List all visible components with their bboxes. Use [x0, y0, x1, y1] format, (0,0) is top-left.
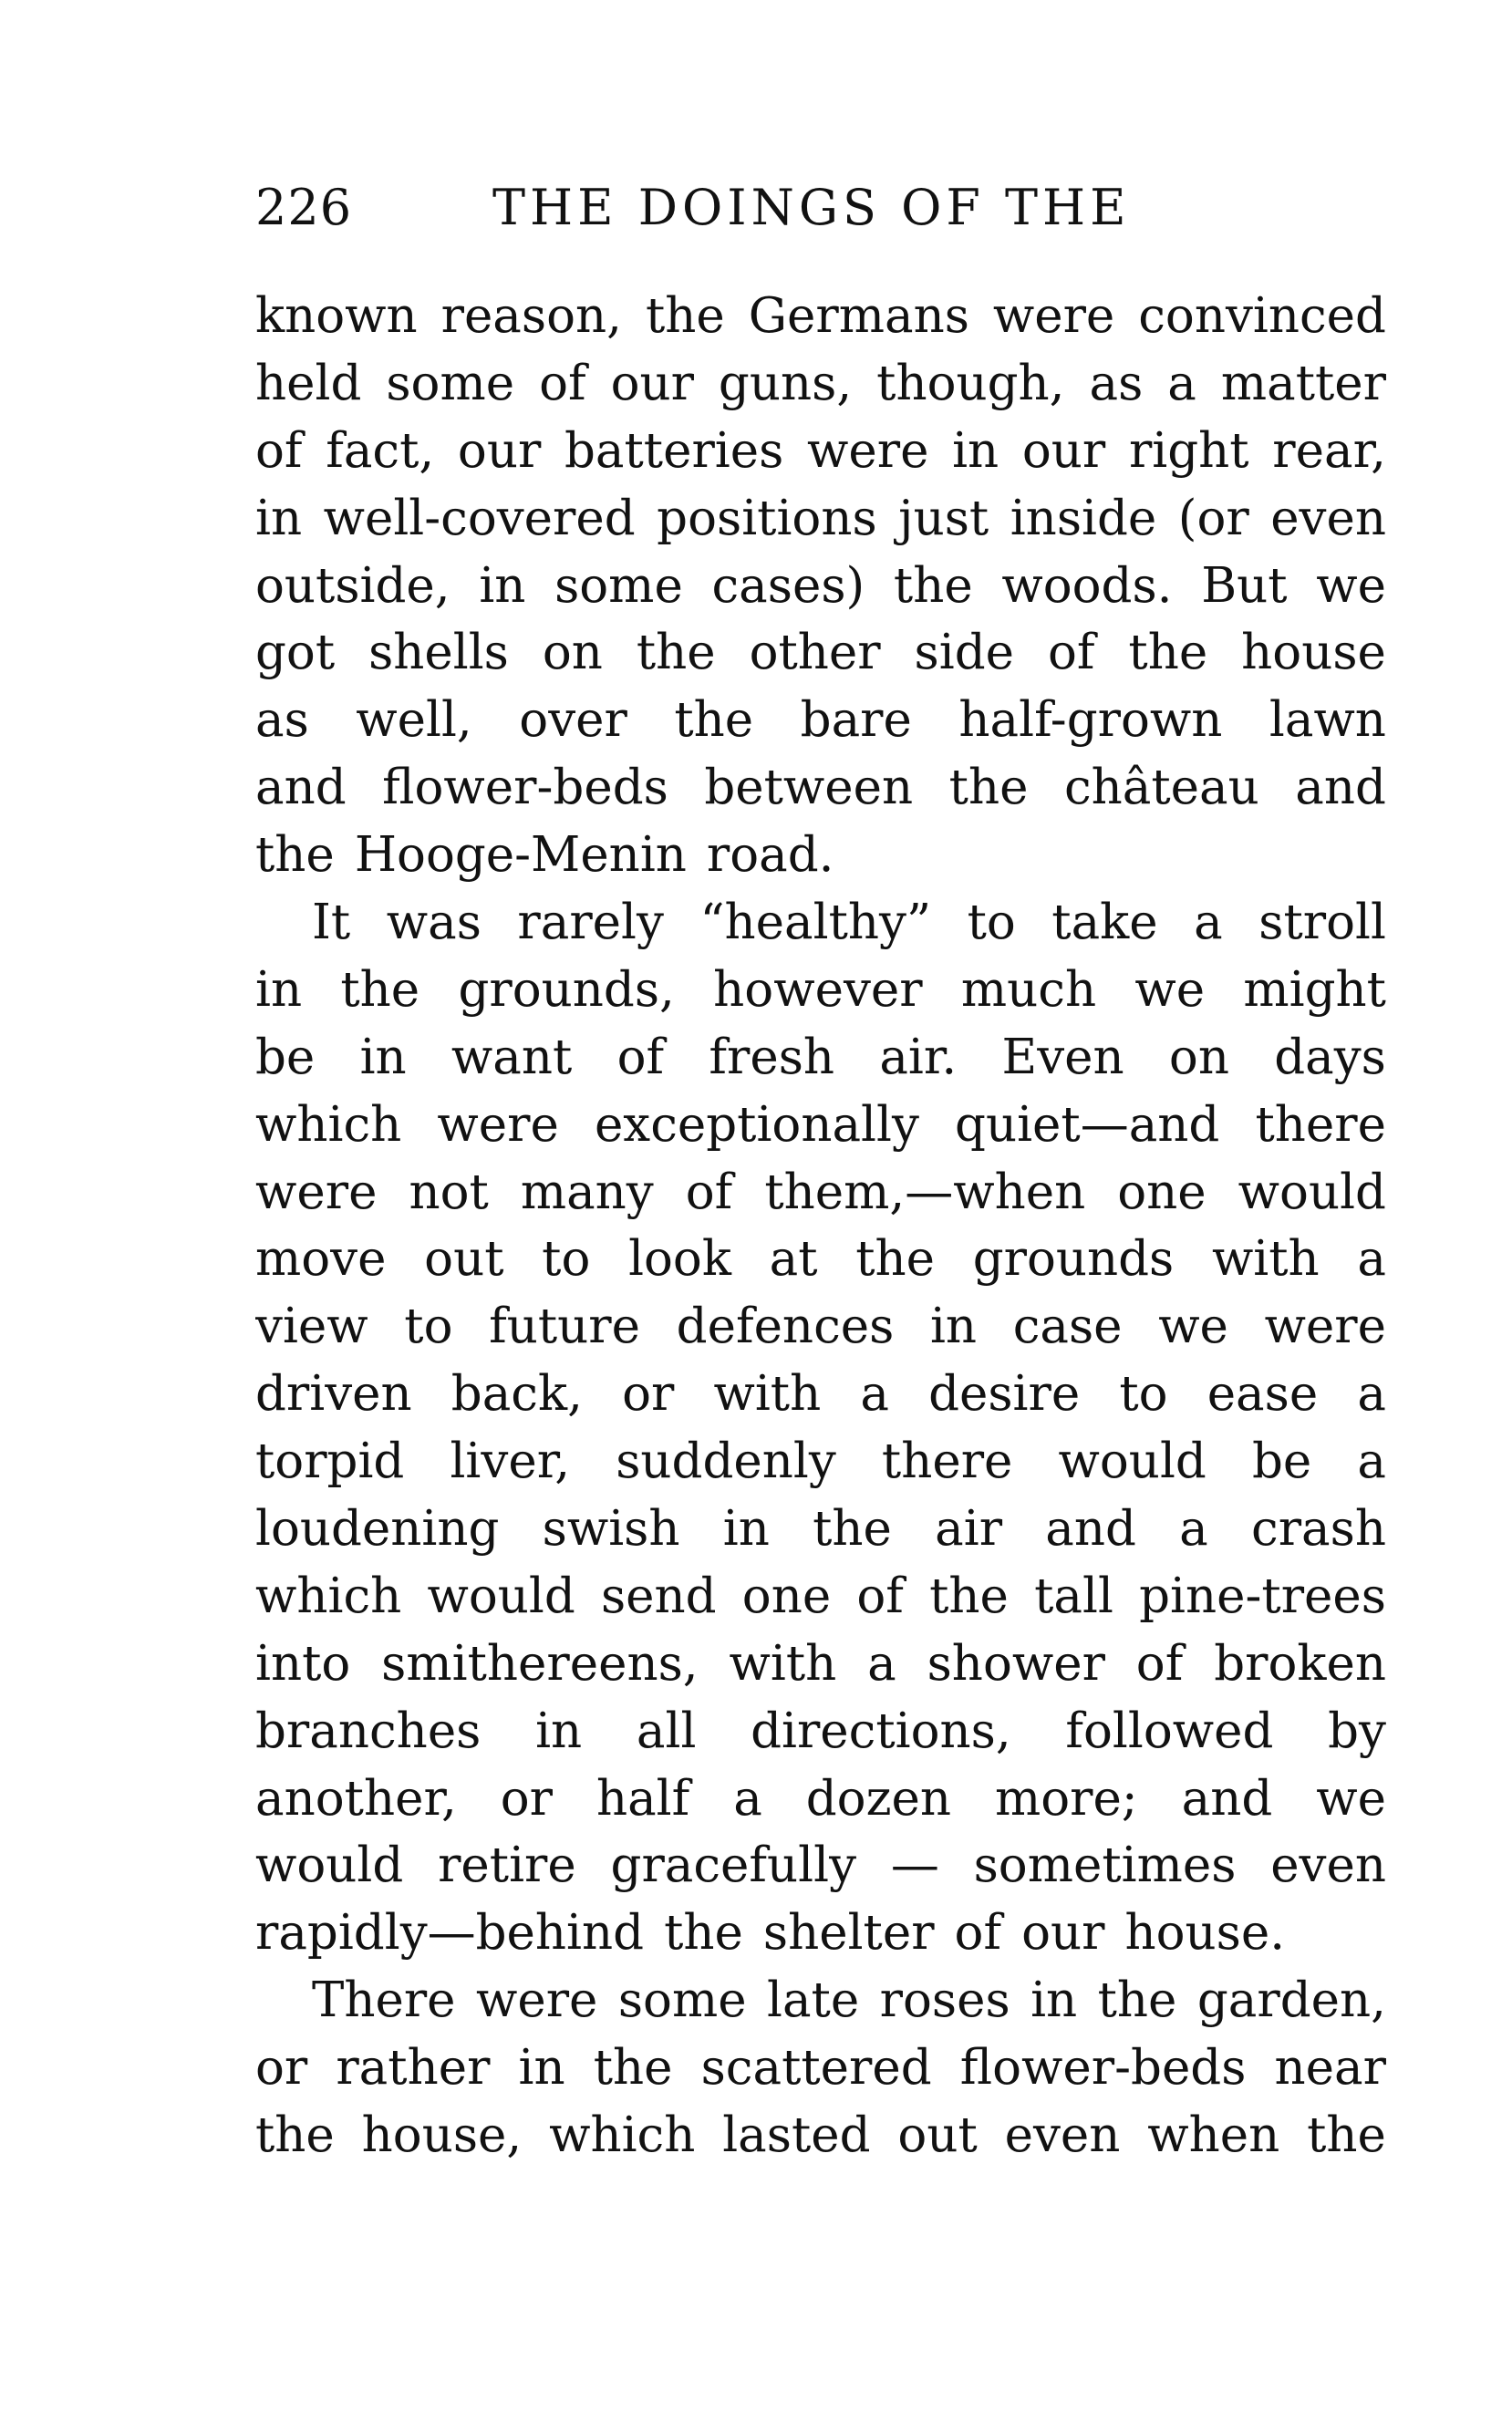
word: all [636, 1703, 697, 1759]
word: pine-trees [1139, 1568, 1386, 1624]
word: look [628, 1231, 731, 1288]
word: rather [336, 2040, 491, 2097]
word: on [1168, 1029, 1229, 1085]
word: out [424, 1231, 504, 1288]
word: we [1316, 1770, 1386, 1827]
word: even [1270, 490, 1386, 546]
word: smithereens, [381, 1635, 699, 1692]
word: the [855, 1231, 936, 1288]
word: send [600, 1568, 717, 1624]
word: just [898, 490, 989, 546]
word: one [741, 1568, 832, 1624]
word: stroll [1258, 895, 1386, 951]
word: or [622, 1366, 675, 1423]
word: half-grown [958, 692, 1223, 749]
word: with [729, 1635, 837, 1692]
word: cases) [711, 557, 865, 614]
text-line [255, 1024, 1386, 1092]
word: which [255, 1568, 402, 1624]
word: fresh [709, 1029, 835, 1085]
word: house, [361, 2107, 523, 2164]
word: the [893, 557, 973, 614]
word: lasted [722, 2107, 871, 2164]
word: which [549, 2107, 696, 2164]
word: of [856, 1568, 904, 1624]
word: rarely [517, 895, 664, 951]
word: were [807, 422, 929, 479]
text-line [255, 1226, 1386, 1293]
word: some [617, 1972, 747, 2029]
word: in [535, 1703, 583, 1759]
word: got [255, 625, 336, 681]
word: days [1274, 1029, 1386, 1085]
word: in [929, 1299, 978, 1355]
text-line [255, 1159, 1386, 1227]
word: There [312, 1972, 456, 2029]
word: woods. [1001, 557, 1173, 614]
word: as [255, 692, 309, 749]
word: shells [368, 625, 509, 681]
word: right [1128, 422, 1249, 479]
word: in [952, 422, 999, 479]
word: inside [1010, 490, 1157, 546]
word: defences [676, 1299, 895, 1355]
word: move [255, 1231, 387, 1288]
word: a [867, 1635, 896, 1692]
word: guns, [718, 355, 853, 411]
word: ease [1206, 1366, 1319, 1423]
word: to [967, 895, 1016, 951]
word: them,—when [764, 1164, 1086, 1220]
word: future [489, 1299, 641, 1355]
word: the [948, 760, 1029, 816]
word: Hooge-Menin [354, 827, 687, 884]
word: rear, [1272, 422, 1386, 479]
word: near [1274, 2040, 1386, 2097]
word: between [704, 760, 914, 816]
word: liver, [450, 1434, 571, 1490]
text-line [255, 1563, 1386, 1631]
word: which [255, 1096, 402, 1153]
word: batteries [564, 422, 784, 479]
text-line [255, 553, 1386, 620]
word: to [1119, 1366, 1168, 1423]
word: back, [450, 1366, 583, 1423]
word: of [539, 355, 586, 411]
word: shower [927, 1635, 1105, 1692]
word: dozen [805, 1770, 951, 1827]
text-line [255, 350, 1386, 418]
word: the [255, 827, 335, 884]
word: air [935, 1501, 1003, 1558]
text-line [255, 1293, 1386, 1361]
word: garden, [1196, 1972, 1386, 2029]
word: our [1021, 1905, 1105, 1962]
word: a [1357, 1366, 1386, 1423]
word: one [1117, 1164, 1206, 1220]
word: some [554, 557, 683, 614]
word: torpid [255, 1434, 405, 1490]
word: another, [255, 1770, 457, 1827]
word: of [685, 1164, 733, 1220]
running-head-title: THE DOINGS OF THE [492, 179, 1131, 236]
word: grounds, [458, 961, 675, 1018]
word: roses [879, 1972, 1010, 2029]
word: was [386, 895, 482, 951]
text-line [255, 1967, 1386, 2034]
word: fact, [326, 422, 435, 479]
word: there [1255, 1096, 1386, 1153]
word: the [1128, 625, 1208, 681]
word: even [1004, 2107, 1121, 2164]
word: shelter [762, 1905, 935, 1962]
text-line [255, 1496, 1386, 1563]
word: retire [438, 1838, 576, 1894]
word: the [1097, 1972, 1177, 2029]
word: half [595, 1770, 690, 1827]
word: we [1158, 1299, 1228, 1355]
word: and [1295, 760, 1386, 816]
word: or [500, 1770, 553, 1827]
word: not [409, 1164, 489, 1220]
word: followed [1065, 1703, 1274, 1759]
word: lawn [1269, 692, 1386, 749]
text-line [255, 1092, 1386, 1159]
word: our [610, 355, 694, 411]
word: gracefully [610, 1838, 857, 1894]
text-line [255, 889, 1386, 957]
word: late [767, 1972, 860, 2029]
word: of [954, 1905, 1002, 1962]
word: the [1307, 2107, 1386, 2164]
word: flower-beds [959, 2040, 1247, 2097]
word: some [386, 355, 515, 411]
word: in [359, 1029, 407, 1085]
word: though, [876, 355, 1065, 411]
word: into [255, 1635, 351, 1692]
word: a [1194, 895, 1223, 951]
body-text [255, 283, 1386, 2169]
word: loudening [255, 1501, 500, 1558]
word: were [992, 288, 1115, 344]
word: swish [542, 1501, 680, 1558]
text-line [255, 1832, 1386, 1900]
word: in [1030, 1972, 1078, 2029]
word: quiet—and [955, 1096, 1220, 1153]
word: with [713, 1366, 822, 1423]
word: branches [255, 1703, 482, 1759]
word: more; [994, 1770, 1138, 1827]
word: be [1251, 1434, 1312, 1490]
text-line [255, 418, 1386, 485]
text-line [255, 1361, 1386, 1428]
word: were [437, 1096, 559, 1153]
word: house [1241, 625, 1386, 681]
text-line [255, 619, 1386, 687]
word: It [312, 895, 351, 951]
word: when [1147, 2107, 1280, 2164]
word: tall [1034, 1568, 1113, 1624]
word: the [636, 625, 716, 681]
word: the [340, 961, 420, 1018]
word: the [674, 692, 754, 749]
word: in [255, 490, 303, 546]
word: were [1264, 1299, 1386, 1355]
text-line [255, 283, 1386, 350]
word: out [897, 2107, 978, 2164]
word: to [542, 1231, 591, 1288]
word: would [427, 1568, 575, 1624]
text-line [255, 1631, 1386, 1698]
word: matter [1220, 355, 1386, 411]
text-line [255, 2102, 1386, 2169]
word: or [255, 2040, 308, 2097]
word: even [1270, 1838, 1386, 1894]
word: sometimes [973, 1838, 1237, 1894]
word: in [518, 2040, 565, 2097]
word: the [813, 1501, 892, 1558]
word: would [1238, 1164, 1386, 1220]
word: our [457, 422, 542, 479]
word: a [1179, 1501, 1208, 1558]
word: a [733, 1770, 762, 1827]
running-header [255, 171, 1167, 244]
text-line [255, 2034, 1386, 2102]
word: would [255, 1838, 404, 1894]
word: were [475, 1972, 598, 2029]
word: other [749, 625, 881, 681]
word: well-covered [323, 490, 636, 546]
word: the [645, 288, 725, 344]
word: known [255, 288, 418, 344]
word: in [722, 1501, 770, 1558]
word: be [255, 1029, 316, 1085]
word: — [890, 1838, 939, 1894]
word: flower-beds [382, 760, 668, 816]
word: much [960, 961, 1097, 1018]
word: scattered [700, 2040, 932, 2097]
text-line [255, 1765, 1386, 1833]
text-line [255, 1900, 1386, 1967]
word: positions [657, 490, 877, 546]
word: by [1328, 1703, 1386, 1759]
word: a [860, 1366, 889, 1423]
word: outside, [255, 557, 450, 614]
word: might [1243, 961, 1386, 1018]
word: and [1045, 1501, 1136, 1558]
word: the [593, 2040, 673, 2097]
word: and [1181, 1770, 1273, 1827]
word: on [542, 625, 603, 681]
word: with [1211, 1231, 1320, 1288]
word: in [255, 961, 303, 1018]
text-line [255, 1698, 1386, 1765]
word: of [255, 422, 303, 479]
word: case [1012, 1299, 1123, 1355]
word: over [519, 692, 627, 749]
text-line [255, 822, 1386, 889]
word: reason, [440, 288, 622, 344]
word: But [1201, 557, 1288, 614]
word: our [1021, 422, 1106, 479]
word: bare [800, 692, 912, 749]
word: were [255, 1164, 378, 1220]
word: a [1167, 355, 1196, 411]
word: we [1134, 961, 1206, 1018]
text-line [255, 957, 1386, 1024]
word: of [616, 1029, 665, 1085]
word: view [255, 1299, 368, 1355]
word: of [1047, 625, 1095, 681]
word: (or [1177, 490, 1249, 546]
word: want [450, 1029, 573, 1085]
word: suddenly [616, 1434, 836, 1490]
word: would [1058, 1434, 1206, 1490]
word: many [520, 1164, 654, 1220]
word: convinced [1138, 288, 1386, 344]
word: and [255, 760, 347, 816]
word: broken [1214, 1635, 1386, 1692]
word: we [1316, 557, 1386, 614]
word: crash [1251, 1501, 1386, 1558]
word: however [713, 961, 923, 1018]
word: “healthy” [699, 895, 932, 951]
word: château [1063, 760, 1259, 816]
text-line [255, 485, 1386, 553]
word: side [914, 625, 1014, 681]
word: a [1357, 1434, 1386, 1490]
word: house. [1124, 1905, 1286, 1962]
word: of [1135, 1635, 1184, 1692]
text-line [255, 1428, 1386, 1496]
word: at [769, 1231, 818, 1288]
word: desire [928, 1366, 1081, 1423]
word: air. [879, 1029, 958, 1085]
word: take [1051, 895, 1158, 951]
word: exceptionally [594, 1096, 919, 1153]
word: there [881, 1434, 1013, 1490]
page-number: 226 [255, 179, 353, 236]
word: rapidly—behind [255, 1905, 645, 1962]
word: well, [356, 692, 472, 749]
text-line [255, 687, 1386, 754]
word: Even [1001, 1029, 1124, 1085]
word: a [1357, 1231, 1386, 1288]
word: grounds [972, 1231, 1175, 1288]
word: road. [706, 827, 834, 884]
word: driven [255, 1366, 412, 1423]
word: in [479, 557, 526, 614]
text-line [255, 754, 1386, 822]
word: the [929, 1568, 1009, 1624]
word: as [1089, 355, 1144, 411]
word: directions, [751, 1703, 1011, 1759]
word: the [255, 2107, 335, 2164]
word: held [255, 355, 362, 411]
word: Germans [748, 288, 969, 344]
word: to [404, 1299, 453, 1355]
word: the [664, 1905, 743, 1962]
